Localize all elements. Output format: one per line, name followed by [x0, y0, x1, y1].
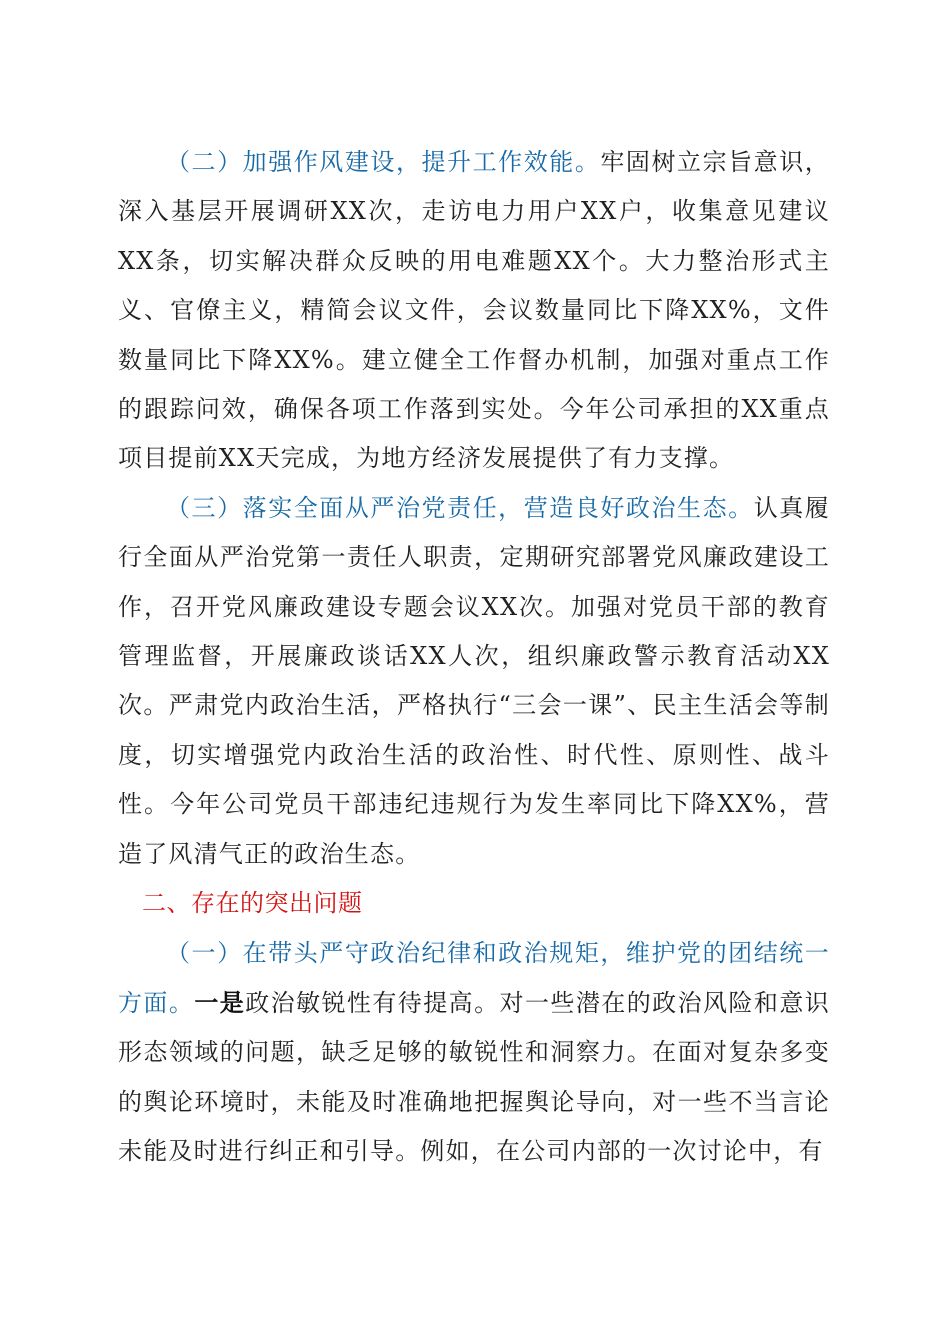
- paragraph-text: 认真履行全面从严治党第一责任人职责，定期研究部署党风廉政建设工作，召开党风廉政建设专题会议XX次。加强对党员干部的教育管理监督，开展廉政谈话XX人次，组织廉政警示教育活动XX次。严肃党内政治生活，严格执行“三会一课”、民主生活会等制度，切实增强党内政治生活的政治性、时代性、原则性、战斗性。今年公司党员干部违纪违规行为发生率同比下降XX%，营造了风清气正的政治生态。: [118, 493, 830, 868]
- paragraph-lead-heading: （二）加强作风建设，提升工作效能。: [166, 148, 601, 176]
- paragraph-text: 牢固树立宗旨意识，深入基层开展调研XX次，走访电力用户XX户，收集意见建议XX条，切实解决群众反映的用电难题XX个。大力整治形式主义、官僚主义，精简会议文件，会议数量同比下降XX%，文件数量同比下降XX%。建立健全工作督办机制，加强对重点工作的跟踪问效，确保各项工作落到实处。今年公司承担的XX重点项目提前XX天完成，为地方经济发展提供了有力支撑。: [118, 148, 830, 473]
- paragraph-lead-heading: （三）落实全面从严治党责任，营造良好政治生态。: [166, 493, 754, 522]
- paragraph-lead-heading: （一）在带头严守政治纪律和政治规矩，维护党的团结统一方面。: [118, 938, 830, 1017]
- bold-marker: 一是: [194, 987, 246, 1017]
- document-body: [118, 138, 830, 1177]
- paragraph-text: 政治敏锐性有待提高。对一些潜在的政治风险和意识形态领域的问题，缺乏足够的敏锐性和洞察力。在面对复杂多变的舆论环境时，未能及时准确地把握舆论导向，对一些不当言论未能及时进行纠正和引导。例如，在公司内部的一次讨论中，有: [118, 988, 830, 1166]
- section-heading: 二、存在的突出问题: [142, 889, 363, 918]
- paragraph-problem-one: [118, 929, 830, 1177]
- paragraph-work-style: [118, 138, 830, 484]
- paragraph-party-discipline: [118, 484, 830, 879]
